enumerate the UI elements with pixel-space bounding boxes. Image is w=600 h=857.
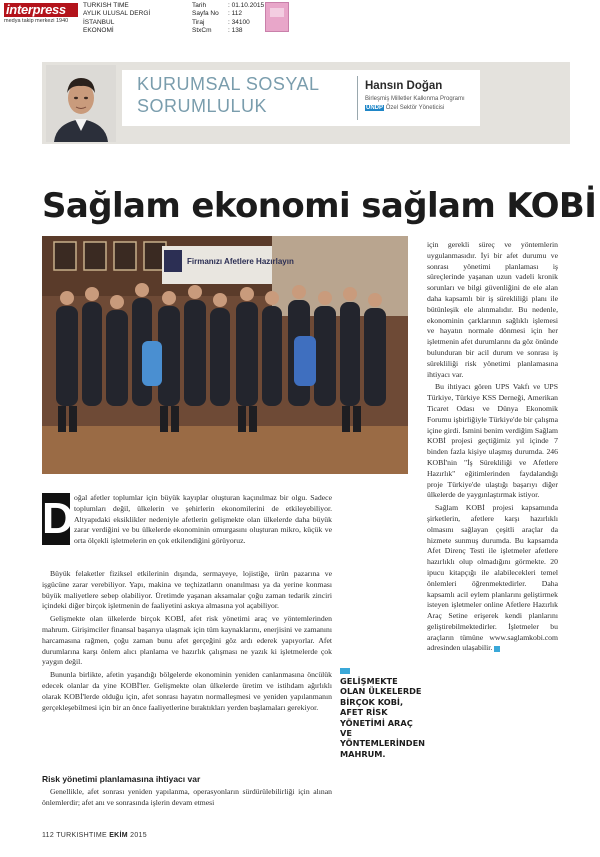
group-photo [42,236,408,474]
body-paragraph: Genellikle, afet sonrası yeniden yapılanma, operasyonların sürdürülebilirliği için alınan önlemlerdir; afet anı ve sonrasında işlerin devam etmesi [42,787,332,807]
left-column-tail [42,787,332,811]
left-column [42,569,332,715]
end-mark-icon [494,646,500,652]
author-role: Birleşmiş Milletler Kalkınma Programı UNDP Özel Sektör Yöneticisi [365,96,465,111]
page-thumbnail [265,2,289,32]
section-subhead: Risk yönetimi planlamasına ihtiyacı var [42,774,201,784]
body-paragraph: Bununla birlikte, afetin yaşandığı bölgelerde ekonominin yeniden canlanmasına öncülük edecek olanlar da yine KOBİ'ler. Gelişmekte olan ülkelerde üretim ve istihdam ağırlıklı olarak KOBİ'lerde olduğu için, afet sonrası hayatın normalleşmesi ve yeniden yapılanmanın gerçekleşebilmesi için bir an önce faaliyetlerine bıraktıkları yerden başlamaları gerekiyor. [42,670,332,712]
meta-row: StxCm : 138 [192,26,243,34]
author-photo [46,65,116,142]
column-title: KURUMSAL SOSYAL SORUMLULUK [137,74,320,116]
page-footer [42,832,147,839]
publication-city: İSTANBUL [83,18,115,26]
pullquote: GELİŞMEKTE OLAN ÜLKELERDE BİRÇOK KOBİ, AFET RİSK YÖNETİMİ ARAÇ VE YÖNTEMLERİNDEN MAHRUM. [340,676,426,759]
meta-row: Tiraj : 34100 [192,18,250,26]
logo-subtitle: medya takip merkezi 1940 [4,18,69,24]
article-lead [74,493,332,549]
body-paragraph: Sağlam KOBİ projesi kapsamında şirketlerin, afetlere karşı hazırlıklı olmasını sağlayan çeşitli araçlar da hizmete sunmuş durumda. Bu kapsamda Afet Direnç Testi ile işletmeler afetlere hazırlıklı olup olmadığını görmekte. 20 ipucu kitapçığı ile alabilecekleri temel önlemleri öğrenmektedirler. Daha kapsamlı acil eylem planlarını geliştirmek isteyen işletmeler online Afetlere Hazırlık Araç Setine erişerek kendi planlarını geliştirebilmektedirler. İşletmeler bu araçların tümüne www.saglamkobi.com adresinden ulaşabilir. [427,503,558,653]
pullquote-marker [340,668,350,674]
publication-category: EKONOMİ [83,26,114,34]
undp-badge: UNDP [366,105,384,111]
lead-paragraph: oğal afetler toplumlar için büyük kayıplar oluşturan kaçınılmaz bir olgu. Sadece toplumları değil, ülkelerin ve şehirlerin ekonomilerini de etkileyebiliyor. Altyapıdaki eksiklikler nedeniyle afetlerin gelişmekte olan ülkelerde daha büyük zarar verdiğini ve bu ülkelerde ekonominin omurgasını oluşturan mikro, küçük ve orta ölçekli işletmelerin en çok etkilendiğini görüyoruz. [74,493,332,546]
drop-cap: D [42,494,74,543]
right-column [427,240,558,656]
publication-type: AYLIK ULUSAL DERGİ [83,10,151,18]
article-headline: Sağlam ekonomi sağlam KOBİ [42,186,597,226]
body-paragraph: Gelişmekte olan ülkelerde birçok KOBİ, afet risk yönetimi araç ve yöntemlerinden mahrum. Girişimciler finansal başarıya ulaşmak için tüm kaynaklarını, enerjisini ve zamanını harcamasına rağmen, çoğu zaman bunu afet gerçeğini göz ardı ederek yapıyorlar. Afet durumlarına karşı önlem alıcı planlama ve hazırlık çalışması ne yazık ki işletmelerde çok yaygın değil. [42,614,332,667]
publication-name: TURKISH TIME [83,2,129,9]
body-paragraph: Büyük felaketler fiziksel etkilerinin dışında, sermayeye, lojistiğe, ürün pazarına ve işgücüne zarar verebiliyor. Yapı, makina ve teçhizatların onanılması ya da yerine konması büyük maliyetlere sebep olabiliyor. Üretimde yaşanan aksamalar çoğu zaman tedarik zinciri içindeki diğer birçok işletmenin de faaliyetini askıya almasına yol açabiliyor. [42,569,332,611]
magazine-name: TURKISHTIME [56,832,107,839]
photo-banner-text: Firmanızı Afetlere Hazırlayın [187,257,294,266]
issue-year: 2015 [130,832,147,839]
body-paragraph: için gerekli süreç ve yöntemlerin uygulanmasıdır. İyi bir afet durumu ve sonrası yönetimi planlaması iş süreçlerinde yaşanan uzun vadeli kronik sorunları ve bilgi güvenliğini de ele alan daha kapsamlı bir iş sürekliliği planı ile bütünleşik ele alınmalıdır. Bu nedenle, ekonominin çarklarının sağlıklı işlemesi ve hayatın normale dönmesi için her işletmenin afet durumlarını da göz önünde bulunduran bir acil durum ve sonrası iş sürekliliği risk yönetimi planlamasına ihtiyacı var. [427,240,558,379]
body-paragraph: Bu ihtiyacı gören UPS Vakfı ve UPS Türkiye, Türkiye KSS Derneği, Amerikan Ticaret Odası ve Dünya Ekonomik Forumu işbirliğiyle Türkiye'de bir çalışma içine girdi. İsmini benim verdiğim Sağlam KOBİ projesi geçtiğimiz yıl içinde 7 binden fazla kişiye ulaşmış durumda. 246 KOBİ'nin "İş Sürekliliği ve Afetlere Hazırlık" eğitimlerinden faydalandığı proje Türkiye'de ulaştığı başarıyı diğer ülkelerde de yaygınlaştırmak istiyor. [427,382,558,500]
issue-month: EKİM [109,832,128,839]
column-divider [357,76,358,120]
interpress-logo: interpress [4,3,78,17]
meta-row: Sayfa No : 112 [192,10,242,18]
meta-row: Tarih : 01.10.2015 [192,2,265,9]
page-number: 112 [42,832,55,839]
author-name: Hansın Doğan [365,80,443,92]
publication-info [83,2,150,35]
clipping-meta [192,2,264,35]
